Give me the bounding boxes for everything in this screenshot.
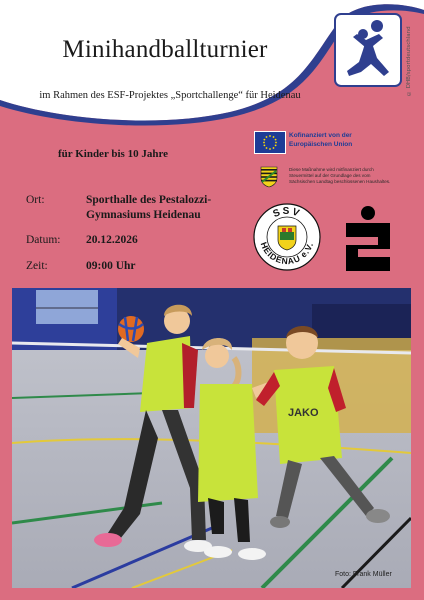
handball-photo [12,288,411,588]
saxony-line-3: Sächsischen Landtag beschlossenen Haushaltes. [289,179,391,185]
audience-text: für Kinder bis 10 Jahre [58,148,169,160]
saxony-line-2: Steuermittel auf der Grundlage des vom [289,173,371,179]
eu-line-1: Kofinanziert von der [289,132,352,139]
time-row [26,259,136,274]
eu-funding-text [289,132,379,149]
saxony-funding-text [289,167,394,186]
page-subtitle: im Rahmen des ESF-Projektes „Sportchallenge“ für Heidenau [39,90,301,101]
photo-side-credit: © DHB/sportdeutschland [406,26,412,96]
date-value: 20.12.2026 [86,234,138,246]
location-label: Ort: [26,194,45,206]
time-label: Zeit: [26,260,48,272]
club-logo-top-text: SSV [271,206,303,221]
eu-flag-icon [254,131,286,154]
location-row [26,193,212,221]
date-label: Datum: [26,234,61,246]
page-title: Minihandballturnier [62,36,268,63]
handball-player-icon [333,12,403,88]
location-value [86,193,211,223]
time-value: 09:00 Uhr [86,260,136,272]
saxony-crest-icon [260,166,278,188]
date-row [26,233,138,248]
club-logo-bottom-text: HEIDENAU e.V. [258,240,316,267]
location-line-2: Gymnasiums Heidenau [86,209,201,221]
saxony-line-1: Diese Maßnahme wird mitfinanziert durch [289,167,374,172]
vest-text: JAKO [288,407,319,419]
ssv-heidenau-logo [253,203,321,271]
photo-credit: Foto: Frank Müller [335,571,392,578]
eu-line-2: Europäischen Union [289,140,353,148]
sparkasse-icon [342,205,394,271]
location-line-1: Sporthalle des Pestalozzi- [86,194,212,206]
